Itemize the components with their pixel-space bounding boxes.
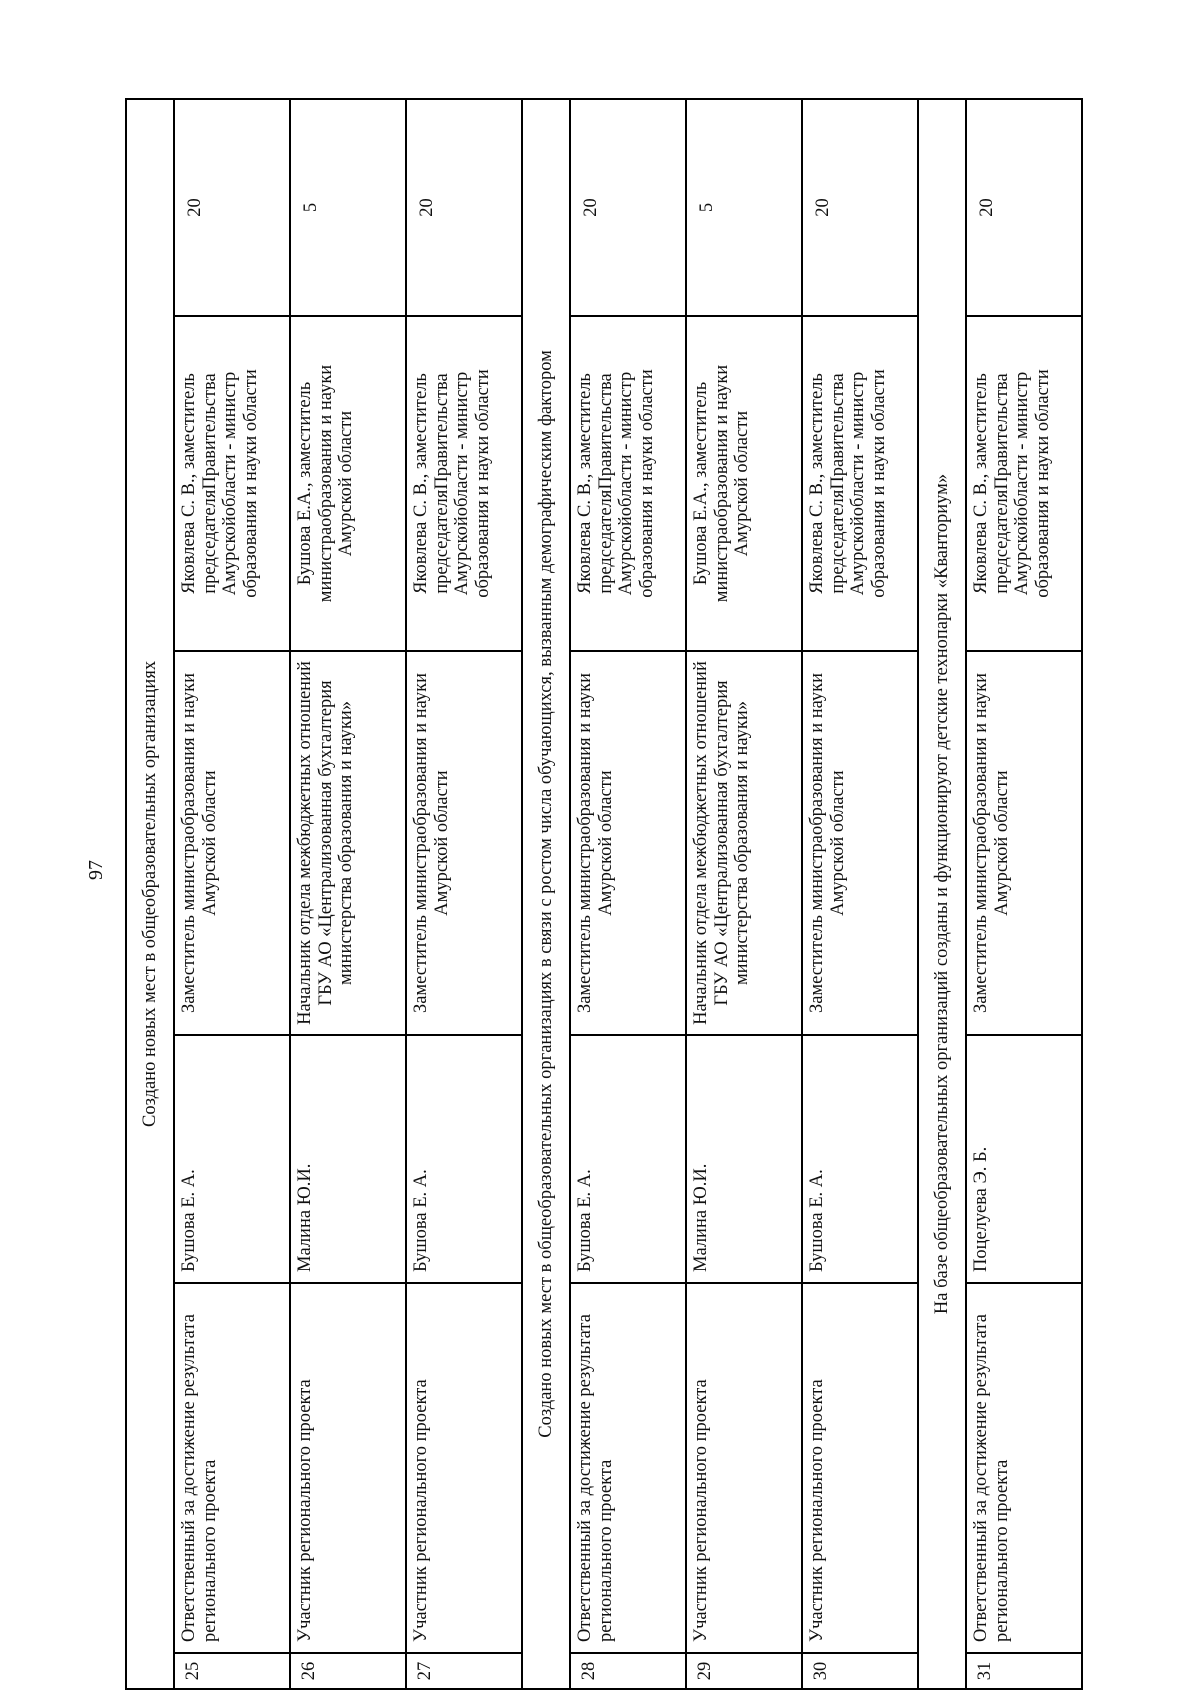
section-title: На базе общеобразовательных организаций созданы и функционируют детские технопарки «Кванториум» — [918, 99, 966, 1689]
role-cell: Ответственный за достижение результата регионального проекта — [570, 1283, 686, 1653]
role-cell: Участник регионального проекта — [686, 1283, 802, 1653]
supervisor-cell: Яковлева С. В., заместитель председателяПравительства Амурскойобласти - министр образования и науки области — [570, 316, 686, 651]
page-number: 97 — [85, 860, 107, 880]
supervisor-cell: Яковлева С. В., заместитель председателяПравительства Амурскойобласти - министр образования и науки области — [406, 316, 522, 651]
section-header — [918, 99, 966, 1689]
position-cell: Заместитель министраобразования и науки Амурской области — [570, 651, 686, 1035]
section-title: Создано новых мест в общеобразовательных организациях — [126, 99, 174, 1689]
person-cell: Малина Ю.И. — [686, 1035, 802, 1283]
role-cell: Ответственный за достижение результата регионального проекта — [174, 1283, 290, 1653]
position-cell: Заместитель министраобразования и науки Амурской области — [174, 651, 290, 1035]
role-cell: Участник регионального проекта — [406, 1283, 522, 1653]
person-cell: Бушова Е. А. — [406, 1035, 522, 1283]
table-row — [966, 99, 1082, 1689]
table-row — [686, 99, 802, 1689]
rotated-table-wrapper — [125, 100, 1083, 1690]
position-cell: Заместитель министраобразования и науки Амурской области — [406, 651, 522, 1035]
supervisor-cell: Яковлева С. В., заместитель председателяПравительства Амурскойобласти - министр образования и науки области — [802, 316, 918, 651]
position-cell: Начальник отдела межбюджетных отношений ГБУ АО «Централизованная бухгалтерия министерства образования и науки» — [290, 651, 406, 1035]
table-row — [290, 99, 406, 1689]
supervisor-cell: Яковлева С. В., заместитель председателяПравительства Амурскойобласти - министр образования и науки области — [174, 316, 290, 651]
row-number: 31 — [966, 1653, 1082, 1689]
responsibility-table — [125, 98, 1083, 1690]
value-cell: 5 — [686, 99, 802, 316]
value-cell: 20 — [174, 99, 290, 316]
row-number: 30 — [802, 1653, 918, 1689]
table-row — [802, 99, 918, 1689]
position-cell: Заместитель министраобразования и науки Амурской области — [966, 651, 1082, 1035]
value-cell: 20 — [966, 99, 1082, 316]
person-cell: Бушова Е. А. — [802, 1035, 918, 1283]
person-cell: Малина Ю.И. — [290, 1035, 406, 1283]
table-row — [570, 99, 686, 1689]
table-row — [174, 99, 290, 1689]
value-cell: 5 — [290, 99, 406, 316]
table-row — [406, 99, 522, 1689]
role-cell: Ответственный за достижение результата регионального проекта — [966, 1283, 1082, 1653]
person-cell: Бушова Е. А. — [570, 1035, 686, 1283]
person-cell: Поцелуева Э. Б. — [966, 1035, 1082, 1283]
section-title: Создано новых мест в общеобразовательных организациях в связи с ростом числа обучающихся, вызванным демографическим фактором — [522, 99, 570, 1689]
row-number: 28 — [570, 1653, 686, 1689]
value-cell: 20 — [406, 99, 522, 316]
row-number: 27 — [406, 1653, 522, 1689]
supervisor-cell: Яковлева С. В., заместитель председателяПравительства Амурскойобласти - министр образования и науки области — [966, 316, 1082, 651]
supervisor-cell: Бушова Е.А., заместитель министраобразования и науки Амурской области — [290, 316, 406, 651]
row-number: 25 — [174, 1653, 290, 1689]
value-cell: 20 — [802, 99, 918, 316]
role-cell: Участник регионального проекта — [290, 1283, 406, 1653]
row-number: 29 — [686, 1653, 802, 1689]
row-number: 26 — [290, 1653, 406, 1689]
section-header — [522, 99, 570, 1689]
supervisor-cell: Бушова Е.А., заместитель министраобразования и науки Амурской области — [686, 316, 802, 651]
position-cell: Заместитель министраобразования и науки Амурской области — [802, 651, 918, 1035]
role-cell: Участник регионального проекта — [802, 1283, 918, 1653]
person-cell: Бушова Е. А. — [174, 1035, 290, 1283]
section-header — [126, 99, 174, 1689]
position-cell: Начальник отдела межбюджетных отношений ГБУ АО «Централизованная бухгалтерия министерства образования и науки» — [686, 651, 802, 1035]
value-cell: 20 — [570, 99, 686, 316]
